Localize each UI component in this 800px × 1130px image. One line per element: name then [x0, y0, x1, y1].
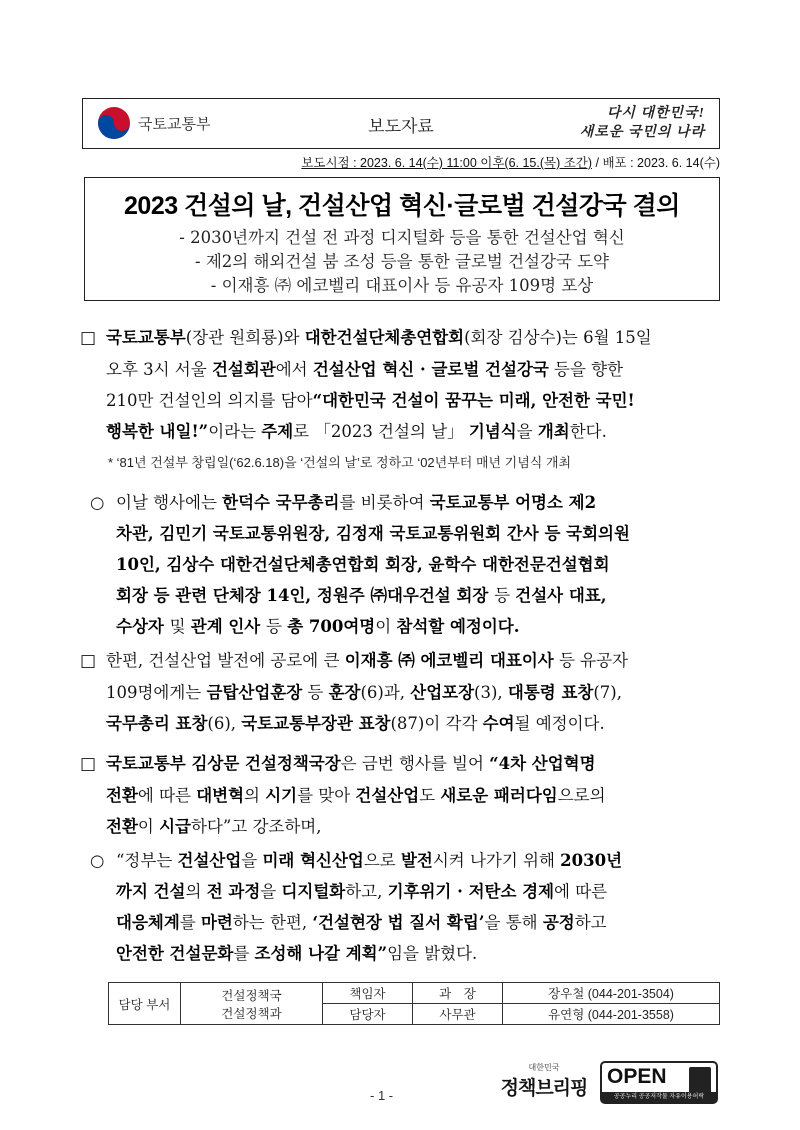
footnote: * ‘81년 건설부 창립일(‘62.6.18)을 ‘건설의 날’로 정하고 ‘02년부터 매년 기념식 개최 — [108, 455, 572, 470]
release-schedule: 보도시점 : 2023. 6. 14(수) 11:00 이후(6. 15.(목) 조간) — [301, 156, 593, 170]
circle-bullet: ○ — [90, 493, 105, 512]
briefing-big-text: 정책브리핑 — [500, 1078, 588, 1099]
attribution-icon — [689, 1067, 711, 1095]
division-name: 건설정책과 — [221, 1006, 282, 1021]
square-bullet: □ — [80, 328, 97, 348]
position-cell: 사무관 — [413, 1004, 503, 1025]
square-bullet: □ — [80, 754, 97, 774]
slogan-line-1: 다시 대한민국! — [606, 106, 705, 121]
open-strip-text: 공공누리 공공저작물 자유이용허락 — [602, 1092, 716, 1102]
sub-paragraph-1: ○ 이날 행사에는 한덕수 국무총리를 비롯하여 국토교통부 어명소 제2 차관, 김민기 국토교통위원장, 김정재 국토교통위원회 간사 등 국회의원 10인, 김상수 대한건설단체총연합회 회장, 윤학수 대한전문건설협회 회장 등 관련 단체장 14인, 정원주 ㈜대우건설 회장 등 건설사 대표, 수상자 및 관계 인사 등 총 700여명이 참석할 예정이다. — [90, 487, 730, 642]
subtitle-1: - 2030년까지 건설 전 과정 디지털화 등을 통한 건설산업 혁신 — [179, 228, 625, 247]
subtitle-2: - 제2의 해외건설 붐 조성 등을 통한 글로벌 건설강국 도약 — [195, 252, 609, 271]
release-info — [200, 153, 720, 171]
paragraph-3: □ 국토교통부 김상문 건설정책국장은 금번 행사를 빌어 “4차 산업혁명 전환에 따른 대변혁의 시기를 맞아 건설산업도 새로운 패러다임으로의 전환이 시급하다”고 강조하며, — [80, 748, 730, 842]
sub-paragraph-2: ○ “정부는 건설산업을 미래 혁신산업으로 발전시켜 나가기 위해 2030년 까지 건설의 전 과정을 디지털화하고, 기후위기 · 저탄소 경제에 따른 대응체계를 마련하는 한편, ‘건설현장 법 질서 확립’을 통해 공정하고 안전한 건설문화를 조성해 나갈 계획”임을 밝혔다. — [90, 845, 730, 969]
briefing-small-text: 대한민국 — [528, 1063, 560, 1072]
bureau-name: 건설정책국 — [221, 988, 282, 1003]
open-word: OPEN — [607, 1065, 667, 1088]
dept-label: 담당 부서 — [109, 983, 181, 1025]
slogan-line-2: 새로운 국민의 나라 — [579, 125, 705, 140]
paragraph-1: □ 국토교통부(장관 원희룡)와 대한건설단체총연합회(회장 김상수)는 6월 15일 오후 3시 서울 건설회관에서 건설산업 혁신 · 글로벌 건설강국 등을 향한 210만 건설인의 의지를 담아“대한민국 건설이 꿈꾸는 미래, 안전한 국민! 행복한 내일!”이라는 주제로 「2023 건설의 날」 기념식을 개최한다. — [80, 322, 730, 447]
policy-briefing-logo — [498, 1062, 590, 1100]
contact-table — [108, 982, 720, 1025]
page-number: - 1 - — [370, 1088, 394, 1103]
subtitle-3: - 이재흥 ㈜ 에코벨리 대표이사 등 유공자 109명 포상 — [210, 276, 594, 295]
circle-bullet: ○ — [90, 851, 105, 870]
contact-person: 장우철 (044-201-3504) — [503, 983, 720, 1004]
page-title: 2023 건설의 날, 건설산업 혁신·글로벌 건설강국 결의 — [124, 192, 680, 220]
paragraph-2: □ 한편, 건설산업 발전에 공로에 큰 이재흥 ㈜ 에코벨리 대표이사 등 유공자 109명에게는 금탑산업훈장 등 훈장(6)과, 산업포장(3), 대통령 표창(7), 국무총리 표창(6), 국토교통부장관 표창(87)이 각각 수여될 예정이다. — [80, 645, 730, 739]
contact-person: 유연형 (044-201-3558) — [503, 1004, 720, 1025]
doc-type-label: 보도자료 — [368, 117, 434, 136]
position-cell: 과 장 — [413, 983, 503, 1004]
role-cell: 책임자 — [323, 983, 413, 1004]
ministry-name: 국토교통부 — [138, 115, 211, 133]
government-slogan — [555, 104, 705, 142]
dept-cell — [181, 983, 323, 1025]
header-box — [82, 98, 720, 149]
release-distribution: / 배포 : 2023. 6. 14(수) — [592, 156, 720, 170]
role-cell: 담당자 — [323, 1004, 413, 1025]
square-bullet: □ — [80, 651, 97, 671]
title-box — [84, 177, 720, 301]
kogl-open-badge — [600, 1061, 718, 1104]
